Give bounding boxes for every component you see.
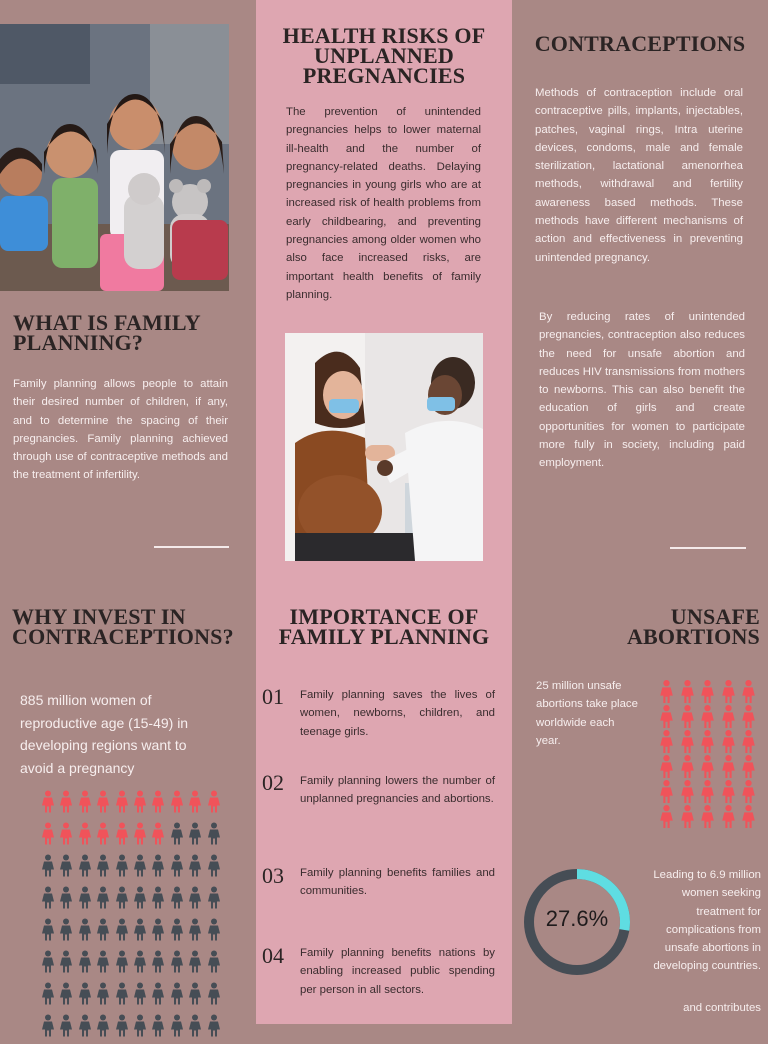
women-pictogram-grid [40,788,224,1044]
woman-icon-highlighted [720,730,741,755]
contraceptions-title: CONTRACEPTIONS [534,31,746,56]
woman-icon-highlighted [679,680,700,705]
woman-icon-highlighted [77,820,95,852]
woman-icon [114,1012,132,1044]
woman-icon-highlighted [114,788,132,820]
woman-icon [206,820,224,852]
woman-icon [58,980,76,1012]
unsafe-abortions-stat: 25 million unsafe abortions take place worldwide each year. [536,680,638,747]
leading-to-text: Leading to 6.9 million women seeking treatment for complications from unsafe abortions in developing countries. [653,869,761,973]
woman-icon [169,1012,187,1044]
woman-icon [77,884,95,916]
woman-icon [77,852,95,884]
woman-icon [77,948,95,980]
woman-icon-highlighted [658,730,679,755]
woman-icon-highlighted [740,730,761,755]
woman-icon [132,948,150,980]
woman-icon [77,1012,95,1044]
woman-icon [187,820,205,852]
why-invest-title: WHY INVEST IN CONTRACEPTIONS? [12,604,234,649]
woman-icon [114,916,132,948]
woman-icon [114,980,132,1012]
contraceptions-text-2: By reducing rates of unintended pregnancies, contraception also reduces the need for unsafe abortion and reduces HIV transmissions from mothers to newborns. This can also benefit the education of girls and create opportunities for women to participate more fully in society, including paid employment. [539,311,745,470]
woman-icon-highlighted [740,680,761,705]
woman-icon [114,852,132,884]
woman-icon-highlighted [95,820,113,852]
item-number-04: 04 [262,943,284,968]
woman-icon [150,916,168,948]
woman-icon [58,852,76,884]
woman-icon [58,948,76,980]
woman-icon [132,884,150,916]
importance-item-02: Family planning lowers the number of unplanned pregnancies and abortions. [300,775,495,806]
health-risks-text: The prevention of unintended pregnancies helps to lower maternal ill-health and the number of pregnancy-related deaths. Delaying pregnancies in young girls who are at increased risk of health problems from early childbearing, and preventing pregnancies among older women who also face increased risks, are important health benefits of family planning. [286,106,481,301]
woman-icon [169,916,187,948]
health-risks-title: HEALTH RISKS OF UNPLANNED PREGNANCIES [282,23,486,88]
divider-line [154,546,229,548]
woman-icon [95,852,113,884]
woman-icon-highlighted [699,730,720,755]
woman-icon [206,1012,224,1044]
what-is-family-planning-text: Family planning allows people to attain their desired number of children, if any, and to determine the spacing of their pregnancies. Family planning achieved through use of contraceptive methods and the treatment of infertility. [13,378,228,482]
donut-percentage-label: 27.6% [545,906,609,931]
woman-icon-highlighted [679,705,700,730]
woman-icon-highlighted [699,805,720,830]
contraceptions-text-1: Methods of contraception include oral contraceptive pills, implants, injectables, patches, vaginal rings, Intra uterine devices, condoms, male and female sterilization, lactational amenorrhea methods, withdrawal and fertility awareness based methods. These methods have different mechanisms of action and effectiveness in preventing unintended pregnancy. [535,87,743,264]
woman-icon [58,1012,76,1044]
woman-icon [132,1012,150,1044]
woman-icon [169,884,187,916]
divider-line [670,547,746,549]
woman-icon-highlighted [699,755,720,780]
woman-icon [40,948,58,980]
woman-icon [187,884,205,916]
woman-icon-highlighted [720,680,741,705]
woman-icon [150,980,168,1012]
woman-icon [114,884,132,916]
woman-icon [206,884,224,916]
woman-icon-highlighted [720,705,741,730]
woman-icon-highlighted [699,705,720,730]
woman-icon-highlighted [169,788,187,820]
unsafe-abortion-pictogram-grid [658,680,761,830]
woman-icon [58,916,76,948]
woman-icon [150,852,168,884]
woman-icon [132,980,150,1012]
woman-icon-highlighted [132,788,150,820]
woman-icon-highlighted [679,755,700,780]
woman-icon-highlighted [720,755,741,780]
woman-icon [169,852,187,884]
vaccination-photo [285,333,483,561]
woman-icon-highlighted [40,788,58,820]
woman-icon [150,948,168,980]
woman-icon-highlighted [679,730,700,755]
woman-icon-highlighted [187,788,205,820]
woman-icon-highlighted [114,820,132,852]
woman-icon [77,980,95,1012]
percentage-donut [523,868,631,976]
woman-icon-highlighted [658,805,679,830]
woman-icon-highlighted [720,805,741,830]
woman-icon [206,980,224,1012]
woman-icon [40,916,58,948]
woman-icon [150,884,168,916]
woman-icon-highlighted [699,780,720,805]
woman-icon [187,852,205,884]
woman-icon [95,1012,113,1044]
woman-icon [169,980,187,1012]
woman-icon-highlighted [720,780,741,805]
woman-icon [187,1012,205,1044]
woman-icon [95,884,113,916]
woman-icon-highlighted [206,788,224,820]
woman-icon [95,948,113,980]
woman-icon [95,980,113,1012]
woman-icon-highlighted [132,820,150,852]
woman-icon-highlighted [658,705,679,730]
woman-icon-highlighted [679,805,700,830]
woman-icon [77,916,95,948]
woman-icon-highlighted [150,788,168,820]
woman-icon [95,916,113,948]
woman-icon [132,852,150,884]
unsafe-abortions-title: UNSAFE ABORTIONS [626,604,760,649]
woman-icon [150,1012,168,1044]
item-number-02: 02 [262,770,284,795]
woman-icon [206,916,224,948]
woman-icon [187,916,205,948]
woman-icon [187,948,205,980]
importance-item-03: Family planning benefits families and communities. [300,867,495,898]
woman-icon [206,948,224,980]
woman-icon-highlighted [58,820,76,852]
woman-icon [169,948,187,980]
woman-icon [206,852,224,884]
woman-icon-highlighted [95,788,113,820]
woman-icon [40,980,58,1012]
woman-icon-highlighted [77,788,95,820]
woman-icon-highlighted [658,755,679,780]
woman-icon [40,884,58,916]
importance-title: IMPORTANCE OF FAMILY PLANNING [278,604,490,649]
woman-icon-highlighted [740,705,761,730]
woman-icon-highlighted [58,788,76,820]
woman-icon-highlighted [740,755,761,780]
item-number-01: 01 [262,684,284,709]
woman-icon-highlighted [740,780,761,805]
woman-icon-highlighted [40,820,58,852]
item-number-03: 03 [262,863,284,888]
woman-icon-highlighted [740,805,761,830]
woman-icon [132,916,150,948]
why-invest-stat: 885 million women of reproductive age (15-49) in developing regions want to avoid a pregnancy [20,692,189,776]
contributes-text: and contributes [683,1002,761,1014]
woman-icon [114,948,132,980]
importance-item-01: Family planning saves the lives of women, newborns, children, and teenage girls. [300,689,495,738]
importance-item-04: Family planning benefits nations by enabling increased public spending per person in all sectors. [300,947,495,996]
woman-icon [169,820,187,852]
woman-icon-highlighted [658,780,679,805]
woman-icon [40,1012,58,1044]
woman-icon-highlighted [658,680,679,705]
woman-icon [187,980,205,1012]
what-is-family-planning-title: WHAT IS FAMILY PLANNING? [13,310,200,355]
woman-icon [58,884,76,916]
children-photo [0,24,229,291]
woman-icon-highlighted [699,680,720,705]
woman-icon-highlighted [150,820,168,852]
woman-icon-highlighted [679,780,700,805]
woman-icon [40,852,58,884]
